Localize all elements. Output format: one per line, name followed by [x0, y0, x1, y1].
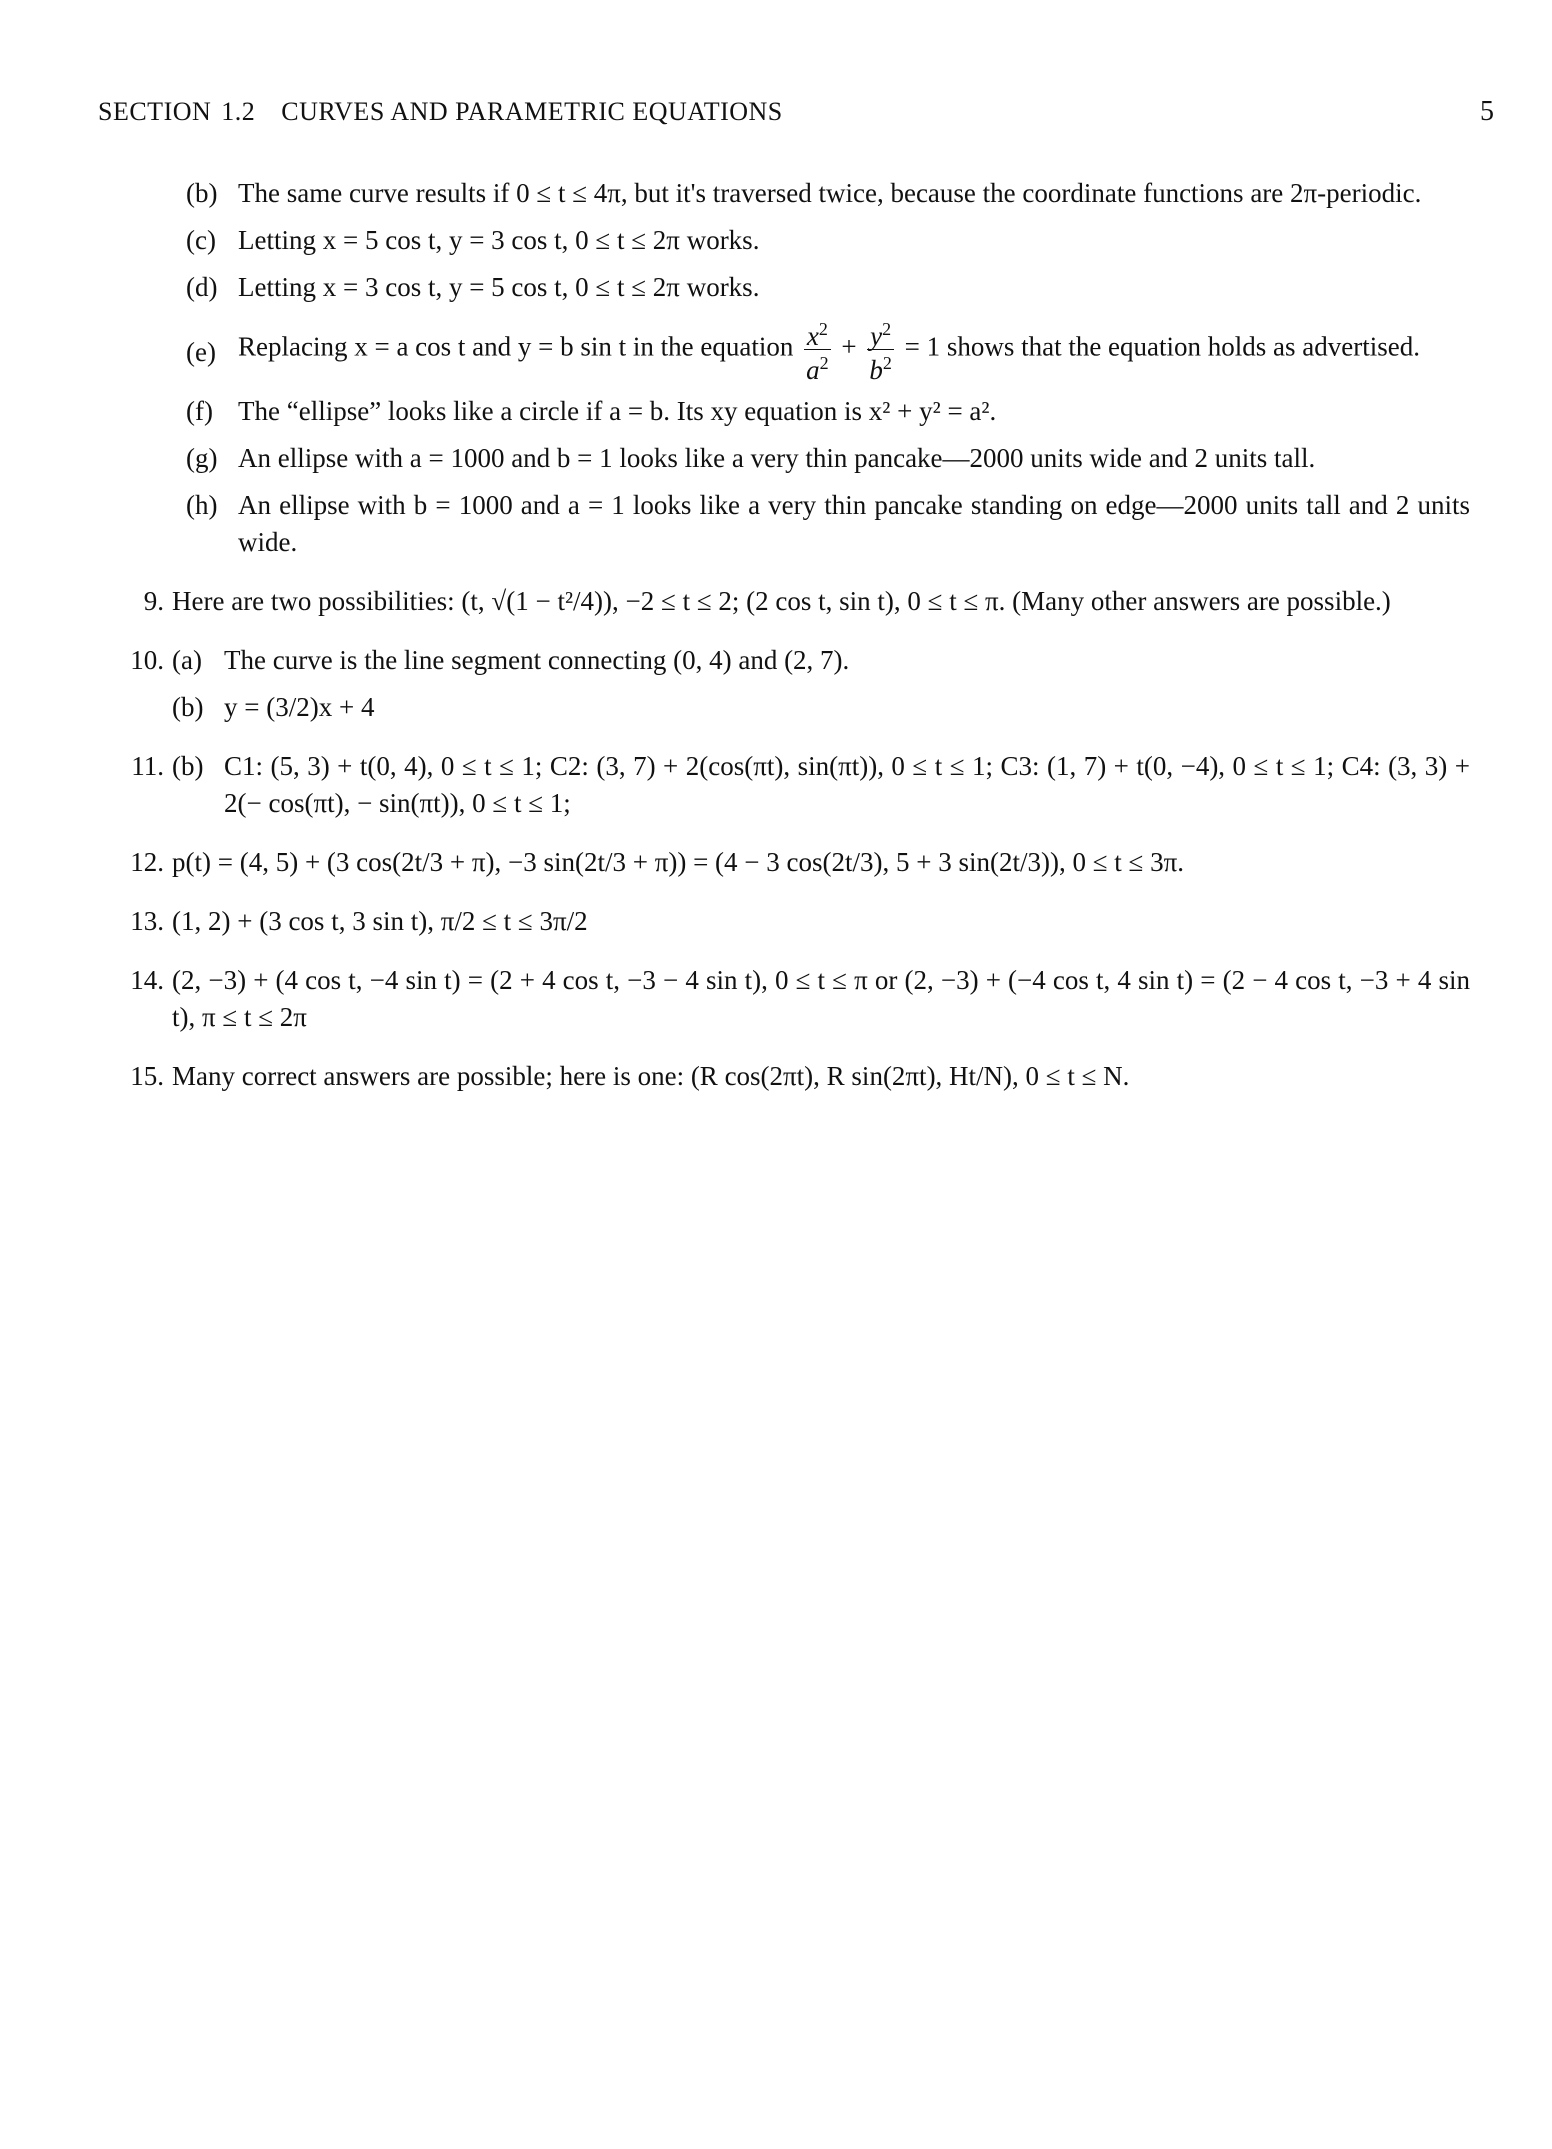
part-text: Letting x = 3 cos t, y = 5 cos t, 0 ≤ t ≤ 2π works. [238, 272, 760, 302]
part-10a [172, 642, 1470, 679]
page-number: 5 [1480, 96, 1494, 127]
part-text-before: Replacing x = a cos t and y = b sin t in the equation [238, 331, 794, 362]
problem-text: Many correct answers are possible; here is one: (R cos(2πt), R sin(2πt), Ht/N), 0 ≤ t ≤ N. [172, 1061, 1130, 1091]
part-text: The “ellipse” looks like a circle if a = b. Its xy equation is x² + y² = a². [238, 396, 997, 426]
part-text: An ellipse with b = 1000 and a = 1 looks like a very thin pancake standing on edge—2000 units tall and 2 units wide. [238, 490, 1470, 557]
part-label: (c) [186, 225, 216, 255]
part-8g [186, 440, 1470, 477]
solutions-list [120, 175, 1470, 1117]
part-label: (b) [186, 178, 218, 208]
part-8d [186, 269, 1470, 306]
part-8h [186, 487, 1470, 561]
part-text: Letting x = 5 cos t, y = 3 cos t, 0 ≤ t ≤ 2π works. [238, 225, 760, 255]
problem-11 [120, 748, 1470, 822]
running-header [98, 96, 1494, 128]
problem-9 [120, 583, 1470, 620]
section-number: 1.2 [221, 97, 256, 126]
section-label: SECTION [98, 97, 212, 126]
problem-number: 9. [143, 586, 164, 616]
problem-14 [120, 962, 1470, 1036]
part-text: The same curve results if 0 ≤ t ≤ 4π, but it's traversed twice, because the coordinate functions are 2π-periodic. [238, 178, 1422, 208]
part-8c [186, 222, 1470, 259]
part-label: (a) [172, 645, 202, 675]
part-label: (b) [172, 751, 204, 781]
section-title: CURVES AND PARAMETRIC EQUATIONS [281, 97, 783, 126]
fraction-x2-a2: $\frac{x^2}{a^2}$ [804, 316, 831, 383]
part-label: (g) [186, 443, 218, 473]
problem-text: (1, 2) + (3 cos t, 3 sin t), π/2 ≤ t ≤ 3π/2 [172, 906, 588, 936]
problem-text: p(t) = (4, 5) + (3 cos(2t/3 + π), −3 sin(2t/3 + π)) = (4 − 3 cos(2t/3), 5 + 3 sin(2t/3)), 0 ≤ t ≤ 3π. [172, 847, 1184, 877]
problem-number: 11. [131, 751, 164, 781]
part-label: (f) [186, 396, 213, 426]
problem-text: (2, −3) + (4 cos t, −4 sin t) = (2 + 4 cos t, −3 − 4 sin t), 0 ≤ t ≤ π or (2, −3) + (−4 cos t, 4 sin t) = (2 − 4 cos t, −3 + 4 sin t), π ≤ t ≤ 2π [172, 965, 1470, 1032]
problem-13 [120, 903, 1470, 940]
part-label: (b) [172, 692, 204, 722]
problem-15 [120, 1058, 1470, 1095]
problem-number: 14. [130, 965, 164, 995]
part-8b [186, 175, 1470, 212]
problem-number: 15. [130, 1061, 164, 1091]
part-text: The curve is the line segment connecting (0, 4) and (2, 7). [224, 645, 850, 675]
part-11b [172, 748, 1470, 822]
part-8e: (e) Replacing x = a cos t and y = b sin t in the equation $\frac{x^2}{a^2}$ + $\frac{y^2}{b^2}$ = 1 shows that the equation holds as advertised. [186, 316, 1470, 383]
part-label: (e) [186, 337, 216, 367]
part-text: C1: (5, 3) + t(0, 4), 0 ≤ t ≤ 1; C2: (3, 7) + 2(cos(πt), sin(πt)), 0 ≤ t ≤ 1; C3: (1, 7) + t(0, −4), 0 ≤ t ≤ 1; C4: (3, 3) + 2(− cos(πt), − sin(πt)), 0 ≤ t ≤ 1; [224, 751, 1470, 818]
problem-number: 12. [130, 847, 164, 877]
section-heading [98, 97, 783, 127]
problem-10 [120, 642, 1470, 726]
part-text: y = (3/2)x + 4 [224, 692, 375, 722]
problem-12 [120, 844, 1470, 881]
part-10b [172, 689, 1470, 726]
part-8f [186, 393, 1470, 430]
part-text-after: = 1 shows that the equation holds as advertised. [904, 331, 1420, 362]
part-text: An ellipse with a = 1000 and b = 1 looks like a very thin pancake—2000 units wide and 2 units tall. [238, 443, 1316, 473]
problem-text: Here are two possibilities: (t, √(1 − t²/4)), −2 ≤ t ≤ 2; (2 cos t, sin t), 0 ≤ t ≤ π. (Many other answers are possible.) [172, 586, 1391, 616]
part-label: (d) [186, 272, 218, 302]
problem-8-parts [120, 175, 1470, 561]
problem-number: 10. [130, 645, 164, 675]
problem-number: 13. [130, 906, 164, 936]
fraction-y2-b2: $\frac{y^2}{b^2}$ [867, 316, 894, 383]
part-label: (h) [186, 490, 218, 520]
